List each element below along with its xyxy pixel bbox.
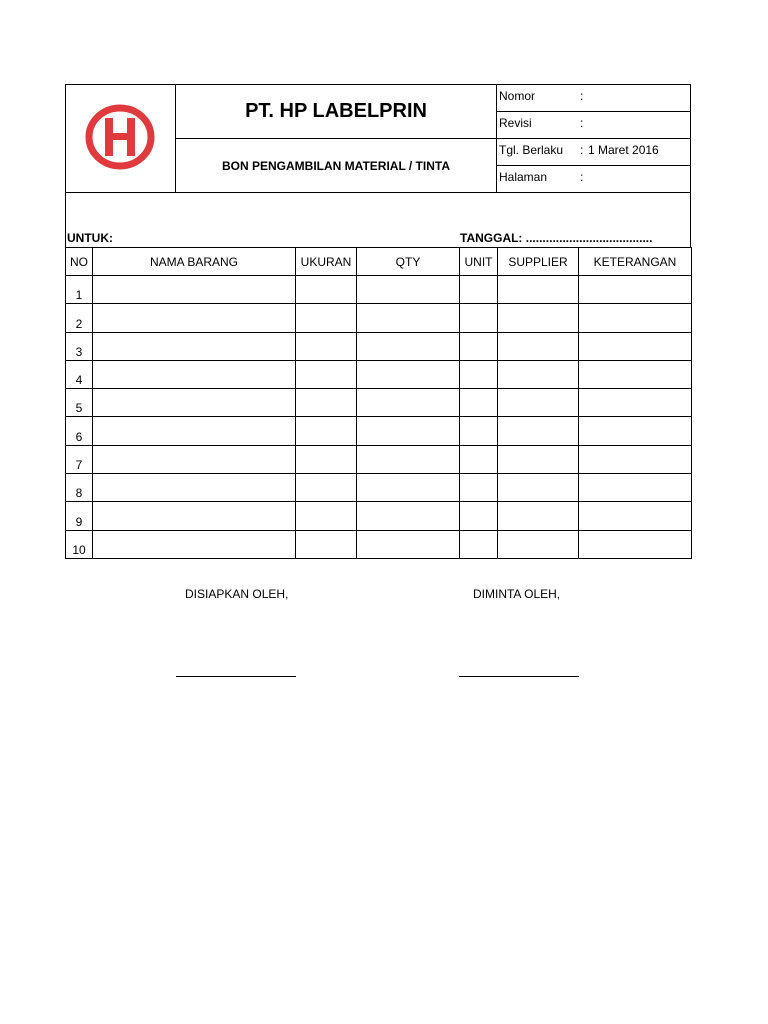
requested-by-label: DIMINTA OLEH, (473, 587, 561, 601)
row-number: 5 (66, 389, 93, 417)
requested-by-signature-line (459, 676, 579, 677)
cell-ukuran[interactable] (296, 445, 357, 473)
cell-qty[interactable] (357, 304, 460, 332)
prepared-by-label: DISIAPKAN OLEH, (185, 587, 289, 601)
cell-nama-barang[interactable] (93, 304, 296, 332)
cell-unit[interactable] (460, 474, 498, 502)
cell-ukuran[interactable] (296, 502, 357, 530)
cell-supplier[interactable] (498, 530, 579, 558)
cell-qty[interactable] (357, 530, 460, 558)
cell-qty[interactable] (357, 276, 460, 304)
table-row (66, 502, 692, 530)
row-number: 2 (66, 304, 93, 332)
cell-unit[interactable] (460, 332, 498, 360)
cell-qty[interactable] (357, 445, 460, 473)
cell-nama-barang[interactable] (93, 502, 296, 530)
column-header-unit: UNIT (460, 248, 498, 276)
meta-halaman (497, 166, 690, 193)
cell-supplier[interactable] (498, 502, 579, 530)
row-number: 6 (66, 417, 93, 445)
cell-ukuran[interactable] (296, 304, 357, 332)
cell-nama-barang[interactable] (93, 276, 296, 304)
cell-qty[interactable] (357, 332, 460, 360)
meta-label: Nomor (499, 89, 536, 103)
cell-nama-barang[interactable] (93, 417, 296, 445)
cell-keterangan[interactable] (579, 276, 692, 304)
cell-unit[interactable] (460, 304, 498, 332)
cell-nama-barang[interactable] (93, 474, 296, 502)
company-name: PT. HP LABELPRIN (176, 85, 496, 139)
cell-supplier[interactable] (498, 276, 579, 304)
title-cell (176, 85, 497, 192)
cell-keterangan[interactable] (579, 530, 692, 558)
cell-ukuran[interactable] (296, 389, 357, 417)
meta-nomor (497, 85, 690, 112)
cell-unit[interactable] (460, 360, 498, 388)
cell-nama-barang[interactable] (93, 360, 296, 388)
row-number: 3 (66, 332, 93, 360)
column-header-ukuran: UKURAN (296, 248, 357, 276)
meta-colon: : (580, 116, 584, 130)
meta-colon: : (580, 89, 584, 103)
cell-supplier[interactable] (498, 360, 579, 388)
prepared-by-signature-line (176, 676, 296, 677)
cell-ukuran[interactable] (296, 332, 357, 360)
table-row (66, 276, 692, 304)
cell-ukuran[interactable] (296, 360, 357, 388)
cell-keterangan[interactable] (579, 445, 692, 473)
cell-unit[interactable] (460, 276, 498, 304)
table-row (66, 304, 692, 332)
table-row (66, 332, 692, 360)
column-header-no: NO (66, 248, 93, 276)
cell-unit[interactable] (460, 530, 498, 558)
cell-qty[interactable] (357, 389, 460, 417)
meta-value: 1 Maret 2016 (588, 143, 659, 157)
cell-qty[interactable] (357, 360, 460, 388)
meta-label: Halaman (499, 170, 548, 184)
logo-cell (66, 85, 176, 192)
meta-colon: : (580, 170, 584, 184)
cell-ukuran[interactable] (296, 474, 357, 502)
cell-supplier[interactable] (498, 389, 579, 417)
row-number: 4 (66, 360, 93, 388)
meta-revisi (497, 112, 690, 139)
cell-supplier[interactable] (498, 445, 579, 473)
document-title: BON PENGAMBILAN MATERIAL / TINTA (222, 158, 450, 173)
meta-colon: : (580, 143, 584, 157)
row-number: 9 (66, 502, 93, 530)
form-header (65, 84, 691, 193)
cell-keterangan[interactable] (579, 304, 692, 332)
cell-ukuran[interactable] (296, 276, 357, 304)
table-row (66, 360, 692, 388)
cell-keterangan[interactable] (579, 417, 692, 445)
column-header-nama-barang: NAMA BARANG (93, 248, 296, 276)
meta-label: Revisi (499, 116, 532, 130)
cell-nama-barang[interactable] (93, 332, 296, 360)
table-row (66, 530, 692, 558)
table-row (66, 417, 692, 445)
cell-qty[interactable] (357, 474, 460, 502)
untuk-label: UNTUK: (67, 231, 113, 245)
cell-keterangan[interactable] (579, 360, 692, 388)
table-row (66, 389, 692, 417)
cell-keterangan[interactable] (579, 332, 692, 360)
row-number: 7 (66, 445, 93, 473)
cell-unit[interactable] (460, 389, 498, 417)
table-row (66, 445, 692, 473)
cell-qty[interactable] (357, 502, 460, 530)
company-logo (84, 103, 156, 171)
cell-ukuran[interactable] (296, 417, 357, 445)
cell-keterangan[interactable] (579, 389, 692, 417)
cell-unit[interactable] (460, 417, 498, 445)
cell-keterangan[interactable] (579, 474, 692, 502)
column-header-supplier: SUPPLIER (498, 248, 579, 276)
cell-nama-barang[interactable] (93, 445, 296, 473)
table-header-row (66, 248, 692, 276)
cell-unit[interactable] (460, 445, 498, 473)
cell-supplier[interactable] (498, 304, 579, 332)
row-number: 8 (66, 474, 93, 502)
items-table (65, 247, 692, 559)
document-meta (497, 85, 690, 192)
meta-label: Tgl. Berlaku (499, 143, 564, 157)
table-row (66, 474, 692, 502)
column-header-keterangan: KETERANGAN (579, 248, 692, 276)
info-row (65, 193, 691, 248)
cell-supplier[interactable] (498, 332, 579, 360)
cell-supplier[interactable] (498, 474, 579, 502)
meta-tgl-berlaku (497, 139, 690, 166)
cell-ukuran[interactable] (296, 530, 357, 558)
cell-supplier[interactable] (498, 417, 579, 445)
cell-nama-barang[interactable] (93, 530, 296, 558)
row-number: 1 (66, 276, 93, 304)
cell-keterangan[interactable] (579, 502, 692, 530)
cell-qty[interactable] (357, 417, 460, 445)
row-number: 10 (66, 530, 93, 558)
tanggal-label: TANGGAL: ...................................... (460, 231, 653, 245)
cell-nama-barang[interactable] (93, 389, 296, 417)
column-header-qty: QTY (357, 248, 460, 276)
cell-unit[interactable] (460, 502, 498, 530)
